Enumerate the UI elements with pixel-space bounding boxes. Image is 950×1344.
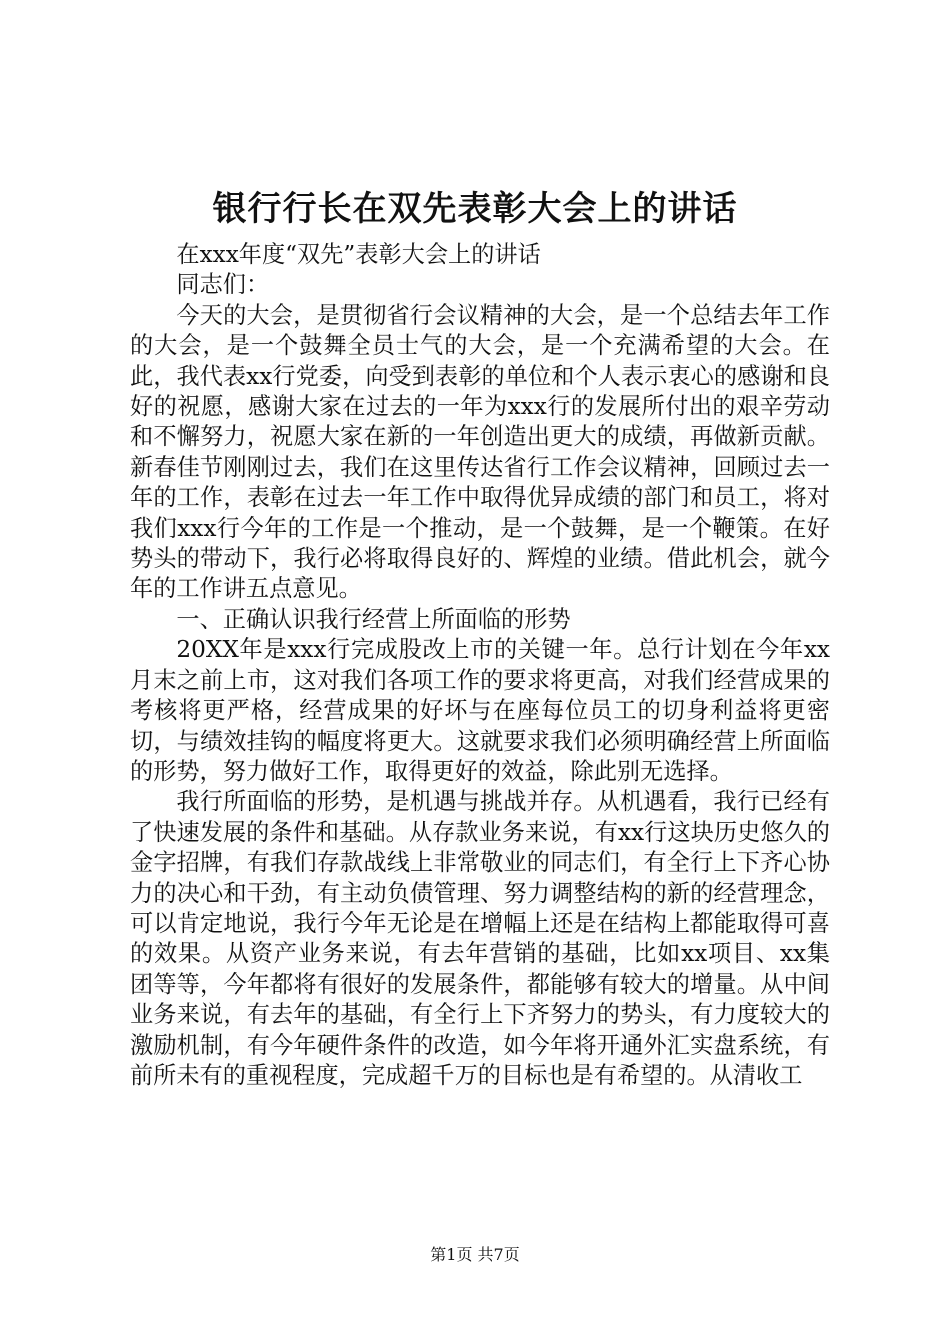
salutation: 同志们： <box>176 271 270 299</box>
page-footer: 第1页 共7页 <box>430 1245 520 1264</box>
document-title: 银行行长在双先表彰大会上的讲话 <box>212 189 738 229</box>
speech-heading: 在xxx年度“双先”表彰大会上的讲话 <box>176 241 541 268</box>
paragraph-listing-plan: 20XX年是xxx行完成股改上市的关键一年。总行计划在今年xx月末之前上市，这对我们各项工作的要求将更高，对我们经营成果的考核将更严格，经营成果的好坏与在座每位员工的切身利益将更密切，与绩效挂钩的幅度将更大。这就要求我们必须明确经营上所面临的形势，努力做好工作，取得更好的效益，除此别无选择。 <box>130 636 830 785</box>
document-body <box>130 240 830 1091</box>
paragraph-opening: 今天的大会，是贯彻省行会议精神的大会，是一个总结去年工作的大会，是一个鼓舞全员士气的大会，是一个充满希望的大会。在此，我代表xx行党委，向受到表彰的单位和个人表示衷心的感谢和良好的祝愿，感谢大家在过去的一年为xxx行的发展所付出的艰辛劳动和不懈努力，祝愿大家在新的一年创造出更大的成绩，再做新贡献。新春佳节刚刚过去，我们在这里传达省行工作会议精神，回顾过去一年的工作，表彰在过去一年工作中取得优异成绩的部门和员工，将对我们xxx行今年的工作是一个推动，是一个鼓舞，是一个鞭策。在好势头的带动下，我行必将取得良好的、辉煌的业绩。借此机会，就今年的工作讲五点意见。 <box>130 301 830 603</box>
section-heading-1: 一、正确认识我行经营上所面临的形势 <box>176 605 571 633</box>
paragraph-situation: 我行所面临的形势，是机遇与挑战并存。从机遇看，我行已经有了快速发展的条件和基础。从存款业务来说，有xx行这块历史悠久的金字招牌，有我们存款战线上非常敬业的同志们，有全行上下齐心协力的决心和干劲，有主动负债管理、努力调整结构的新的经营理念，可以肯定地说，我行今年无论是在增幅上还是在结构上都能取得可喜的效果。从资产业务来说，有去年营销的基础，比如xx项目、xx集团等等，今年都将有很好的发展条件，都能够有较大的增量。从中间业务来说，有去年的基础，有全行上下齐努力的势头，有力度较大的激励机制，有今年硬件条件的改造，如今年将开通外汇实盘系统，有前所未有的重视程度，完成超千万的目标也是有希望的。从清收工 <box>130 788 830 1089</box>
